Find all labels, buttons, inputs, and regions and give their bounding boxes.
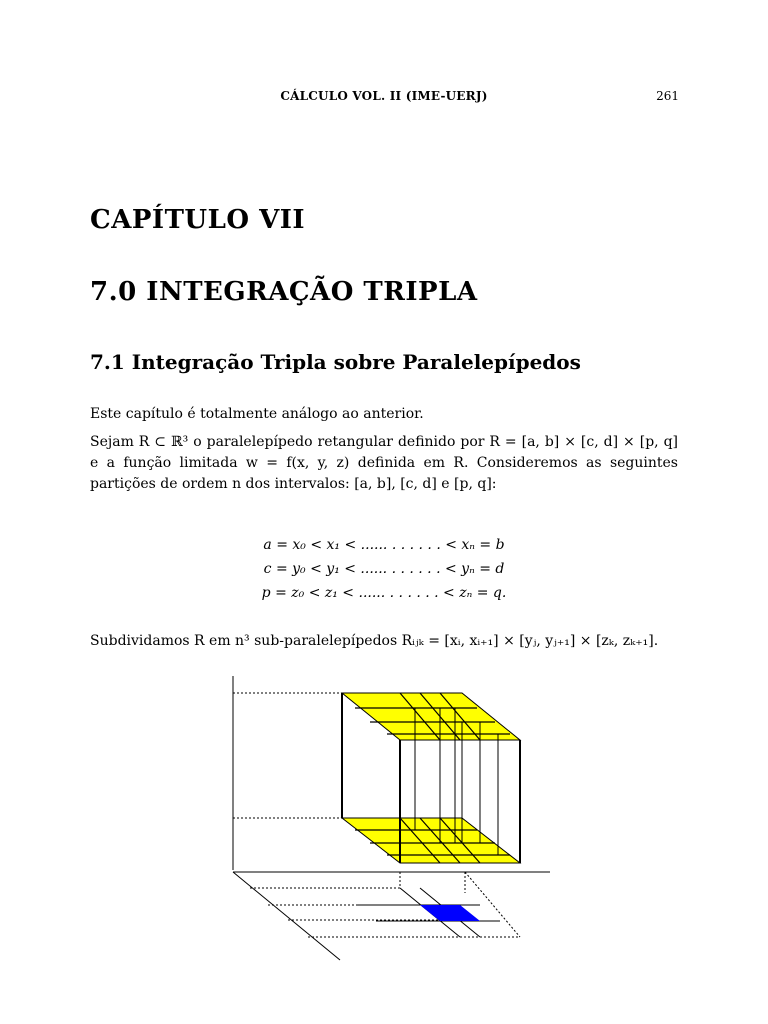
partition-equation-z: p = z₀ < z₁ < ...... . . . . . . < zₙ = q. bbox=[261, 585, 507, 601]
running-header-title: CÁLCULO VOL. II (IME-UERJ) bbox=[280, 89, 488, 103]
paragraph-intro: Este capítulo é totalmente análogo ao anterior. bbox=[90, 406, 424, 422]
highlight-cell-base bbox=[420, 905, 480, 921]
top-face bbox=[342, 693, 520, 740]
section-heading: 7.0 INTEGRAÇÃO TRIPLA bbox=[90, 277, 478, 307]
paragraph-subdivision: Subdividamos R em n³ sub-paralelepípedos Rᵢⱼₖ = [xᵢ, xᵢ₊₁] × [yⱼ, yⱼ₊₁] × [zₖ, zₖ₊₁]. bbox=[90, 633, 659, 649]
page-number: 261 bbox=[656, 89, 679, 103]
base-grid bbox=[357, 888, 500, 937]
paragraph-definition: Sejam R ⊂ ℝ³ o paralelepípedo retangular definido por R = [a, b] × [c, d] × [p, q] e a função limitada w = f(x, y, z) definida em R. Consideremos as seguintes partições de ordem n dos intervalos: [a, b], [c, d] e [p, q]: bbox=[90, 434, 678, 492]
chapter-heading: CAPÍTULO VII bbox=[90, 205, 306, 235]
x-axis bbox=[233, 872, 340, 960]
partition-equation-x: a = x₀ < x₁ < ...... . . . . . . < xₙ = b bbox=[263, 537, 505, 553]
partition-equation-y: c = y₀ < y₁ < ...... . . . . . . < yₙ = d bbox=[263, 561, 505, 577]
bottom-face bbox=[342, 818, 520, 863]
subsection-heading: 7.1 Integração Tripla sobre Paralelepípedos bbox=[90, 350, 581, 374]
